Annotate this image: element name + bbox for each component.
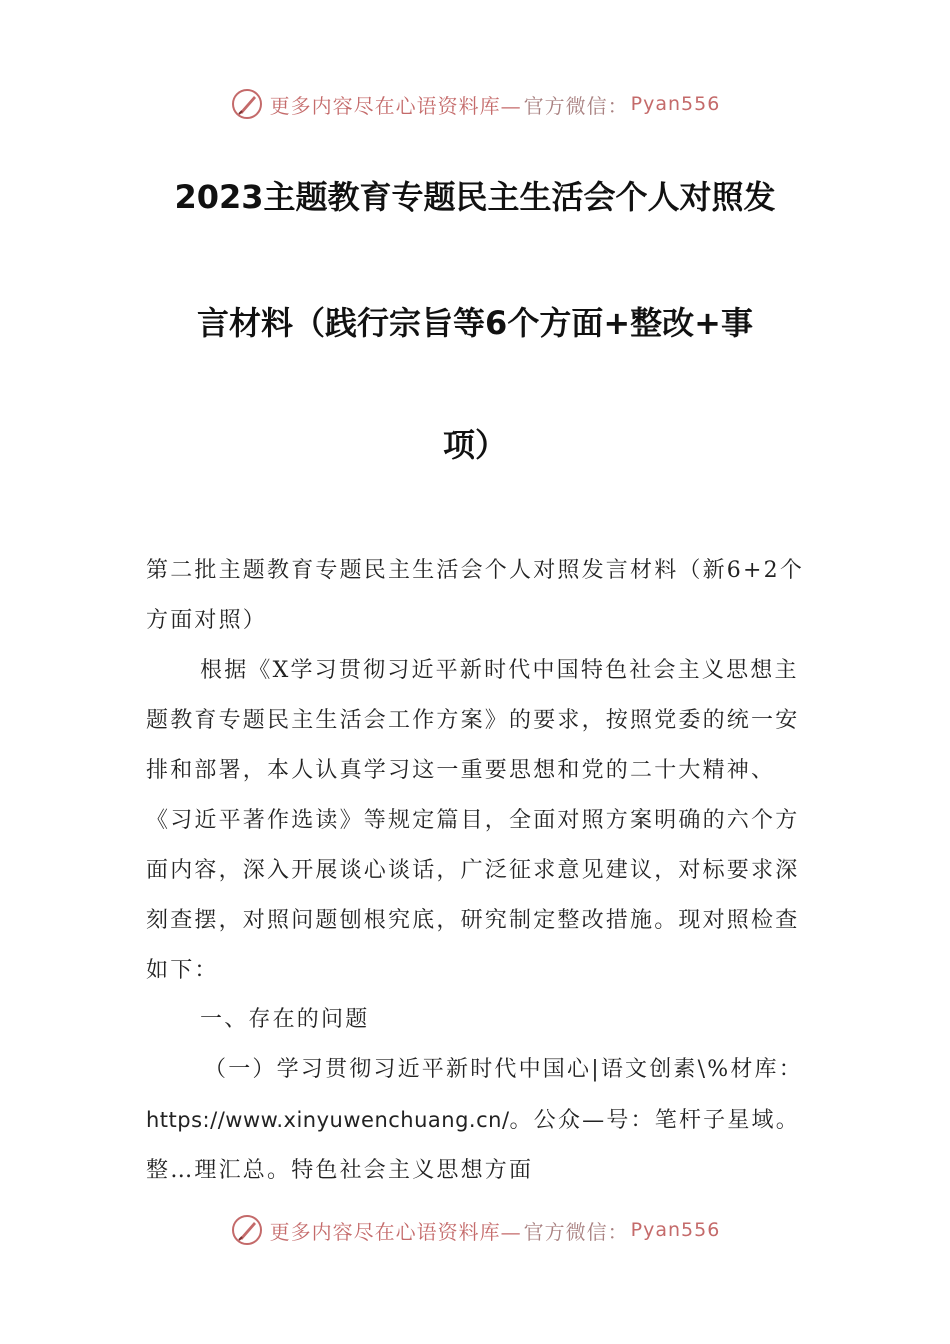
watermark-wechat-label: 官方微信： [523, 1219, 629, 1244]
watermark-wechat-id: Pyan556 [630, 93, 721, 115]
subsection-text-end: 。公众—号：笔杆子星域。整…理汇总。特色社会主义思想方面 [146, 1108, 800, 1183]
doc-title-line-2: 言材料（践行宗旨等6个方面+整改+事 [197, 304, 753, 342]
quill-pen-icon [230, 87, 264, 121]
footer-watermark [0, 1210, 950, 1250]
doc-title-line-1: 2023主题教育专题民主生活会个人对照发 [174, 178, 776, 216]
subsection-text-start: （一）学习贯彻习近平新时代中国心|语文创素\%材库： [204, 1057, 803, 1082]
watermark-wechat-label: 官方微信： [523, 93, 629, 118]
section-heading: 一、存在的问题 [200, 1007, 370, 1032]
quill-pen-icon [230, 1213, 264, 1247]
main-paragraph: 根据《X学习贯彻习近平新时代中国特色社会主义思想主题教育专题民主生活会工作方案》的要求，按照党委的统一安排和部署，本人认真学习这一重要思想和党的二十大精神、《习近平著作选读》等规定篇目，全面对照方案明确的六个方面内容，深入开展谈心谈话，广泛征求意见建议，对标要求深刻查摆，对照问题刨根究底，研究制定整改措施。现对照检查如下： [146, 658, 800, 983]
watermark-text: 更多内容尽在心语资料库— [269, 1219, 522, 1244]
website-url: https://www.xinyuwenchuang.cn/ [146, 1108, 510, 1132]
watermark-wechat-id: Pyan556 [630, 1219, 721, 1241]
subsection-paragraph [146, 1045, 836, 1196]
intro-paragraph: 第二批主题教育专题民主生活会个人对照发言材料（新6+2个方面对照） [146, 558, 805, 633]
header-watermark [0, 84, 950, 124]
doc-title-line-3: 项） [442, 426, 507, 464]
watermark-text: 更多内容尽在心语资料库— [269, 93, 522, 118]
